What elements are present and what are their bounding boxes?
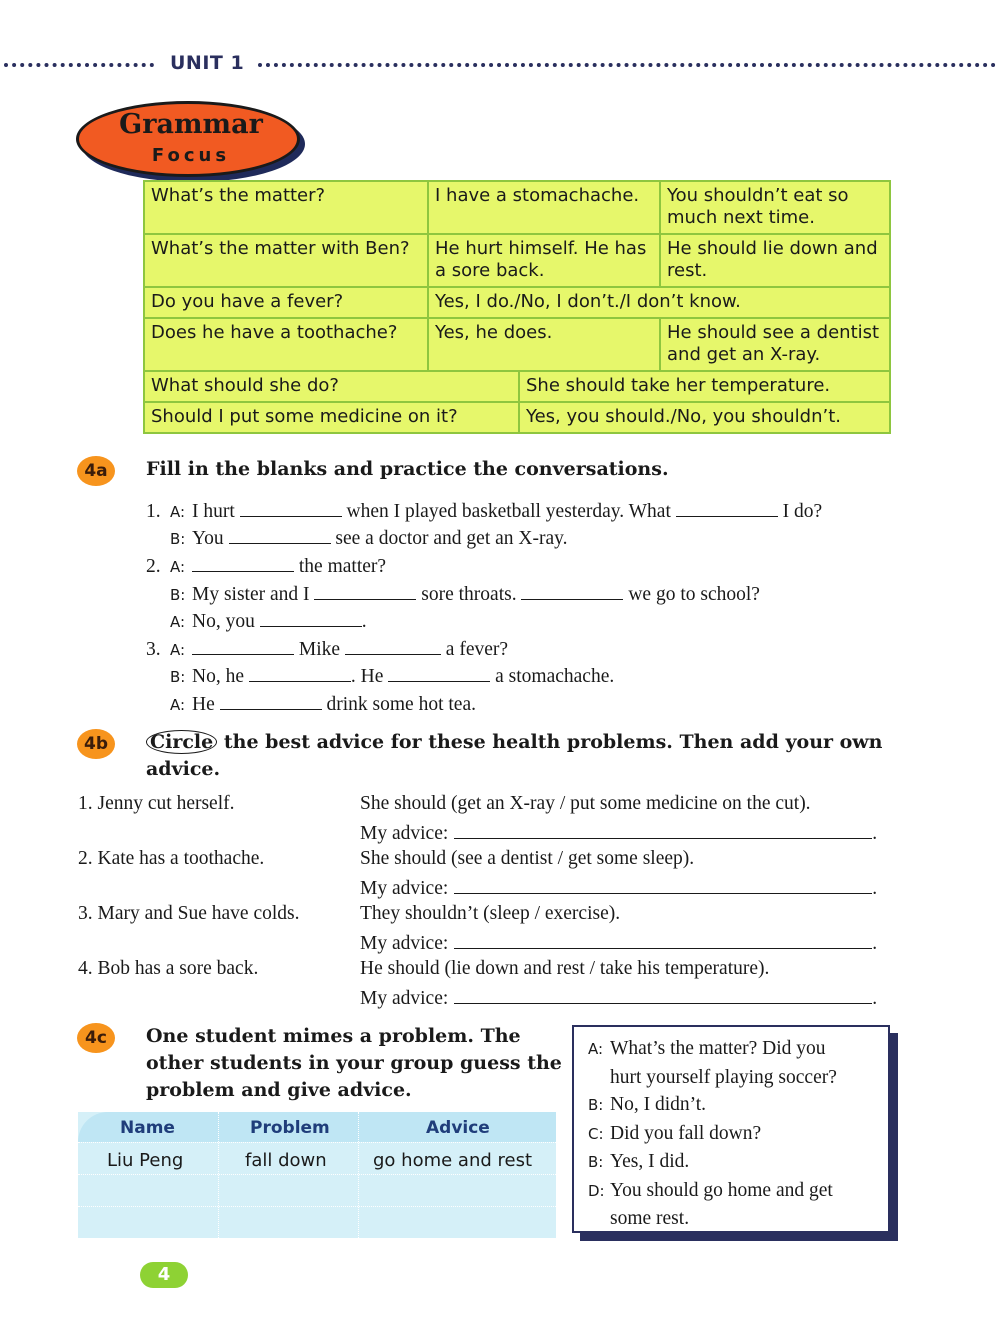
grammar-row	[145, 182, 889, 235]
my-advice-row: My advice: .	[360, 984, 877, 1012]
blank-field[interactable]	[240, 497, 342, 517]
my-advice-field[interactable]	[454, 929, 872, 949]
dialogue-line	[588, 1177, 878, 1206]
activity-4b-title	[146, 729, 886, 783]
dialogue-line	[588, 1148, 878, 1177]
table-cell: fall down	[245, 1150, 327, 1171]
grammar-cell: Do you have a fever?	[151, 291, 344, 312]
row-divider	[78, 1206, 556, 1207]
line-text: I hurt	[192, 501, 235, 522]
grammar-cell: You shouldn’t eat so much next time.	[659, 182, 889, 233]
blank-field[interactable]	[229, 524, 331, 544]
my-advice-label: My advice:	[360, 823, 449, 844]
grammar-focus-title: Grammar	[119, 109, 263, 140]
grammar-row	[145, 319, 889, 372]
line-text: I do?	[782, 501, 823, 522]
line-text: My sister and I	[192, 584, 310, 605]
my-advice-row: My advice: .	[360, 929, 877, 957]
my-advice-label: My advice:	[360, 933, 449, 954]
row-divider	[78, 1142, 556, 1143]
speaker-label: B:	[170, 586, 186, 604]
page-number: 4	[140, 1262, 188, 1288]
line-text: . He	[350, 666, 384, 687]
blank-field[interactable]	[388, 662, 490, 682]
circled-word: Circle	[146, 730, 217, 754]
advice-choice[interactable]: She should (see a dentist / get some sleep).	[360, 848, 695, 869]
table-cell: Liu Peng	[107, 1150, 184, 1171]
my-advice-field[interactable]	[454, 874, 872, 894]
title-text: advice.	[146, 758, 221, 780]
activity-4c-badge: 4c	[77, 1023, 115, 1053]
speaker-label: A:	[170, 503, 186, 521]
grammar-cell: Should I put some medicine on it?	[151, 406, 458, 427]
blank-field[interactable]	[676, 497, 778, 517]
dotted-rule-right	[258, 63, 996, 67]
speaker-label: D:	[588, 1181, 605, 1200]
speaker-label: B:	[588, 1153, 604, 1171]
group-table	[78, 1112, 556, 1238]
speaker-label: A:	[588, 1040, 604, 1058]
grammar-cell: What’s the matter?	[151, 185, 326, 206]
title-text: other students in your group guess the	[146, 1052, 562, 1074]
dialogue-line: some rest.	[610, 1208, 690, 1229]
problem-text: 3. Mary and Sue have colds.	[78, 903, 300, 924]
exercise-line	[146, 497, 822, 525]
item-number: 2.	[146, 556, 161, 577]
speaker-label: B:	[588, 1096, 604, 1114]
speaker-label: A:	[170, 613, 186, 631]
line-text: we go to school?	[628, 584, 760, 605]
blank-field[interactable]	[521, 580, 623, 600]
line-text: You	[192, 528, 224, 549]
grammar-cell: Does he have a toothache?	[151, 322, 398, 343]
grammar-cell: I have a stomachache.	[427, 182, 659, 233]
advice-choice[interactable]: She should (get an X-ray / put some medicine on the cut).	[360, 793, 811, 814]
blank-field[interactable]	[220, 690, 322, 710]
line-text: when I played basketball yesterday. What	[346, 501, 671, 522]
speaker-label: A:	[170, 558, 186, 576]
line-text: No, you	[192, 611, 255, 632]
exercise-line	[146, 552, 386, 580]
dialogue-text: No, I didn’t.	[610, 1094, 707, 1115]
line-text: .	[361, 611, 367, 632]
title-text: the best advice for these health problems. Then add your own	[223, 731, 883, 753]
problem-text: 2. Kate has a toothache.	[78, 848, 265, 869]
grammar-row	[145, 372, 889, 403]
my-advice-label: My advice:	[360, 878, 449, 899]
dialogue-text: You should go home and get	[610, 1179, 833, 1201]
blank-field[interactable]	[314, 580, 416, 600]
item-number: 1.	[146, 501, 161, 522]
activity-4a-title: Fill in the blanks and practice the conversations.	[146, 458, 669, 480]
grammar-row	[145, 235, 889, 288]
my-advice-field[interactable]	[454, 819, 872, 839]
activity-4b-badge: 4b	[77, 729, 115, 759]
grammar-cell: Yes, I do./No, I don’t./I don’t know.	[427, 288, 889, 317]
dialogue-line: hurt yourself playing soccer?	[610, 1066, 837, 1088]
grammar-cell: Yes, you should./No, you shouldn’t.	[518, 403, 889, 432]
title-text: problem and give advice.	[146, 1079, 412, 1101]
line-text: see a doctor and get an X-ray.	[335, 528, 568, 549]
dialogue-text: What’s the matter? Did you	[610, 1038, 826, 1059]
exercise-line	[146, 662, 614, 690]
grammar-cell: Yes, he does.	[427, 319, 659, 370]
dotted-rule-left	[4, 63, 154, 67]
exercise-line	[146, 690, 476, 718]
column-divider	[218, 1112, 219, 1238]
dialogue-text: Yes, I did.	[610, 1151, 690, 1172]
exercise-line	[146, 524, 567, 552]
column-header-problem: Problem	[250, 1118, 330, 1138]
advice-choice[interactable]: They shouldn’t (sleep / exercise).	[360, 903, 621, 924]
speaker-label: C:	[588, 1124, 604, 1143]
exercise-line	[146, 580, 760, 608]
speaker-label: A:	[170, 641, 186, 659]
dialogue-line	[588, 1035, 878, 1064]
activity-4c-title	[146, 1023, 562, 1104]
table-cell: go home and rest	[373, 1150, 533, 1171]
column-divider	[358, 1112, 359, 1238]
line-text: Mike	[298, 639, 341, 660]
item-number: 3.	[146, 639, 161, 660]
column-header-name: Name	[120, 1118, 175, 1138]
activity-4a-badge: 4a	[77, 456, 115, 486]
line-text: drink some hot tea.	[326, 694, 476, 715]
grammar-row	[145, 288, 889, 319]
grammar-cell: What’s the matter with Ben?	[151, 238, 410, 259]
line-text: sore throats.	[421, 584, 517, 605]
row-divider	[78, 1174, 556, 1175]
grammar-cell: He hurt himself. He has a sore back.	[427, 235, 659, 286]
unit-title: UNIT 1	[170, 52, 245, 74]
dialogue-line	[588, 1091, 878, 1120]
speaker-label: B:	[170, 530, 186, 548]
grammar-cell: She should take her temperature.	[518, 372, 889, 401]
my-advice-field[interactable]	[454, 984, 872, 1004]
grammar-table	[143, 180, 891, 434]
speaker-label: B:	[170, 668, 186, 686]
problem-text: 4. Bob has a sore back.	[78, 958, 259, 979]
column-header-advice: Advice	[426, 1118, 490, 1138]
grammar-cell: He should lie down and rest.	[659, 235, 889, 286]
blank-field[interactable]	[345, 635, 441, 655]
grammar-cell: What should she do?	[151, 375, 339, 396]
blank-field[interactable]	[260, 607, 362, 627]
grammar-cell: He should see a dentist and get an X-ray.	[659, 319, 889, 370]
grammar-row	[145, 403, 889, 432]
grammar-focus-badge	[76, 101, 300, 177]
line-text: He	[192, 694, 215, 715]
line-text: a stomachache.	[495, 666, 615, 687]
title-text: One student mimes a problem. The	[146, 1025, 521, 1047]
my-advice-row: My advice: .	[360, 874, 877, 902]
grammar-focus-subtitle: Focus	[151, 145, 231, 166]
problem-text: 1. Jenny cut herself.	[78, 793, 235, 814]
unit-header	[0, 52, 1000, 78]
my-advice-label: My advice:	[360, 988, 449, 1009]
exercise-line	[146, 635, 508, 663]
speaker-label: A:	[170, 696, 186, 714]
line-text: No, he	[192, 666, 244, 687]
blank-field[interactable]	[192, 552, 294, 572]
exercise-line	[146, 607, 367, 635]
sample-dialogue-box	[572, 1025, 890, 1233]
line-text: a fever?	[445, 639, 509, 660]
dialogue-line	[588, 1120, 878, 1149]
my-advice-row: My advice: .	[360, 819, 877, 847]
advice-choice[interactable]: He should (lie down and rest / take his temperature).	[360, 958, 770, 979]
line-text: the matter?	[298, 556, 387, 577]
dialogue-text: Did you fall down?	[610, 1122, 762, 1144]
blank-field[interactable]	[192, 635, 294, 655]
blank-field[interactable]	[249, 662, 351, 682]
